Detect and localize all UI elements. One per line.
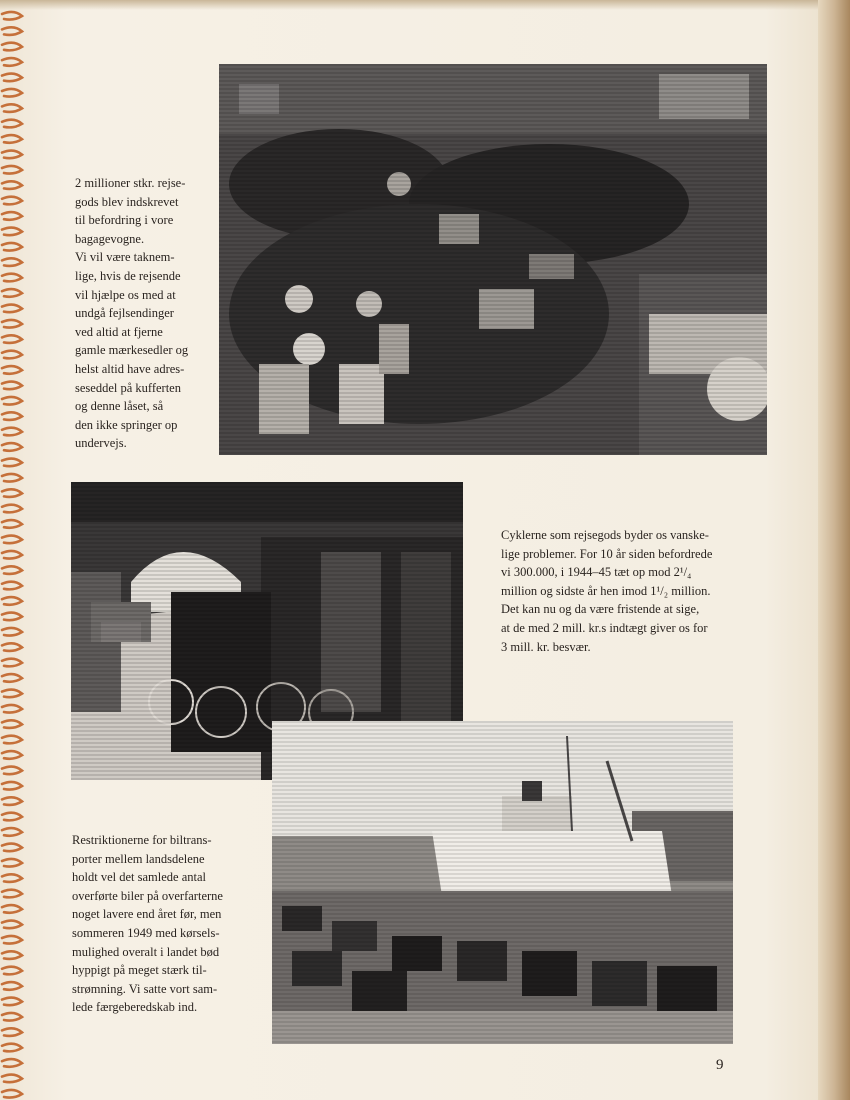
caption-line: undgå fejlsendinger: [75, 306, 174, 321]
spiral-coil: [2, 89, 22, 97]
spiral-coil: [2, 936, 22, 944]
ferry-cars-photo: [272, 721, 733, 1044]
spiral-coil: [2, 720, 22, 728]
caption-line: gods blev indskrevet: [75, 194, 179, 209]
spiral-coil: [2, 1044, 22, 1052]
caption-line: 2 millioner stkr. rejse-: [75, 176, 186, 190]
spiral-coil: [2, 797, 22, 805]
caption-line: Cyklerne som rejsegods byder os vanske-: [501, 528, 709, 542]
spiral-coil: [2, 582, 22, 590]
spiral-coil: [2, 459, 22, 467]
caption-line: bagagevogne.: [75, 231, 145, 246]
spiral-coil: [2, 1059, 22, 1067]
spiral-coil: [2, 705, 22, 713]
spiral-coil: [2, 998, 22, 1006]
caption-line: 3 mill. kr. besvær.: [501, 639, 591, 654]
caption-line: Restriktionerne for biltrans-: [72, 833, 212, 847]
caption-line: lede færgeberedskab ind.: [72, 1000, 198, 1015]
spiral-coil: [2, 397, 22, 405]
spiral-coil: [2, 982, 22, 990]
spiral-coil: [2, 335, 22, 343]
caption-line: at de med 2 mill. kr.s indtægt giver os for: [501, 620, 708, 635]
caption-line: mulighed overalt i landet bød: [72, 944, 220, 959]
spiral-coil: [2, 1013, 22, 1021]
caption-line: lige problemer. For 10 år siden befordrede: [501, 546, 713, 561]
spiral-coil: [2, 58, 22, 66]
spiral-coil: [2, 489, 22, 497]
spiral-coil: [2, 505, 22, 513]
spiral-coil: [2, 921, 22, 929]
spiral-coil: [2, 27, 22, 35]
spiral-coil: [2, 551, 22, 559]
spiral-coil: [2, 828, 22, 836]
spiral-coil: [2, 782, 22, 790]
spiral-coil: [2, 474, 22, 482]
spiral-coil: [2, 951, 22, 959]
spiral-coil: [2, 181, 22, 189]
cars-caption: [72, 831, 262, 1017]
spiral-coil: [2, 690, 22, 698]
spiral-coil: [2, 643, 22, 651]
caption-line: holdt vel det samlede antal: [72, 870, 206, 885]
spiral-coil: [2, 597, 22, 605]
caption-line: Vi vil være taknem-: [75, 250, 175, 265]
spiral-coil: [2, 859, 22, 867]
spiral-coil: [2, 305, 22, 313]
caption-line: lige, hvis de rejsende: [75, 268, 181, 283]
spiral-coil: [2, 351, 22, 359]
caption-line: seseddel på kufferten: [75, 380, 181, 395]
spiral-coil: [2, 874, 22, 882]
spiral-coil: [2, 443, 22, 451]
spiral-coil: [2, 382, 22, 390]
spiral-coil: [2, 43, 22, 51]
bicycles-caption: [501, 526, 761, 656]
spiral-coil: [2, 243, 22, 251]
spiral-coil: [2, 104, 22, 112]
spiral-coil: [2, 520, 22, 528]
spiral-coil: [2, 151, 22, 159]
spiral-coil: [2, 74, 22, 82]
spiral-coil: [2, 258, 22, 266]
spiral-coil: [2, 212, 22, 220]
spiral-coil: [2, 428, 22, 436]
spiral-coil: [2, 1090, 22, 1098]
crowd-luggage-photo: [219, 64, 767, 455]
page-top-shadow: [0, 0, 850, 10]
caption-line: sommeren 1949 med kørsels-: [72, 925, 220, 940]
spiral-coil: [2, 813, 22, 821]
spiral-coil: [2, 1075, 22, 1083]
spiral-coil: [2, 412, 22, 420]
page-edge-stack: [818, 0, 850, 1100]
spiral-coil: [2, 890, 22, 898]
spiral-coil: [2, 120, 22, 128]
caption-line: og denne låset, så: [75, 399, 164, 414]
spiral-coil: [2, 274, 22, 282]
spiral-binding-icon: [0, 8, 30, 1100]
spiral-coil: [2, 320, 22, 328]
caption-line: strømning. Vi satte vort sam-: [72, 981, 218, 996]
spiral-coil: [2, 566, 22, 574]
caption-line: vi 300.000, i 1944–45 tæt op mod 2¹/₄: [501, 565, 692, 580]
caption-line: million og sidste år hen imod 1¹/₂ million.: [501, 583, 711, 598]
caption-line: porter mellem landsdelene: [72, 851, 205, 866]
caption-line: den ikke springer op: [75, 417, 178, 432]
caption-line: helst altid have adres-: [75, 361, 185, 376]
spiral-coil: [2, 366, 22, 374]
spiral-coil: [2, 197, 22, 205]
spiral-coil: [2, 613, 22, 621]
spiral-coil: [2, 166, 22, 174]
page-number: 9: [716, 1057, 724, 1073]
spiral-coil: [2, 135, 22, 143]
caption-line: vil hjælpe os med at: [75, 287, 176, 302]
spiral-coil: [2, 905, 22, 913]
spiral-coil: [2, 628, 22, 636]
caption-line: til befordring i vore: [75, 213, 174, 228]
caption-line: Det kan nu og da være fristende at sige,: [501, 602, 700, 617]
caption-line: hyppigt på meget stærk til-: [72, 963, 207, 978]
spiral-coil: [2, 289, 22, 297]
luggage-caption: [75, 174, 206, 453]
spiral-coil: [2, 674, 22, 682]
caption-line: ved altid at fjerne: [75, 324, 163, 339]
spiral-coil: [2, 967, 22, 975]
spiral-coil: [2, 751, 22, 759]
spiral-coil: [2, 844, 22, 852]
spiral-coil: [2, 12, 22, 20]
spiral-coil: [2, 659, 22, 667]
caption-line: gamle mærkesedler og: [75, 343, 189, 358]
spiral-coil: [2, 1028, 22, 1036]
caption-line: noget lavere end året før, men: [72, 907, 222, 922]
spiral-coil: [2, 536, 22, 544]
spiral-coil: [2, 736, 22, 744]
caption-line: undervejs.: [75, 436, 127, 451]
spiral-coil: [2, 228, 22, 236]
spiral-coil: [2, 767, 22, 775]
caption-line: overførte biler på overfarterne: [72, 888, 223, 903]
